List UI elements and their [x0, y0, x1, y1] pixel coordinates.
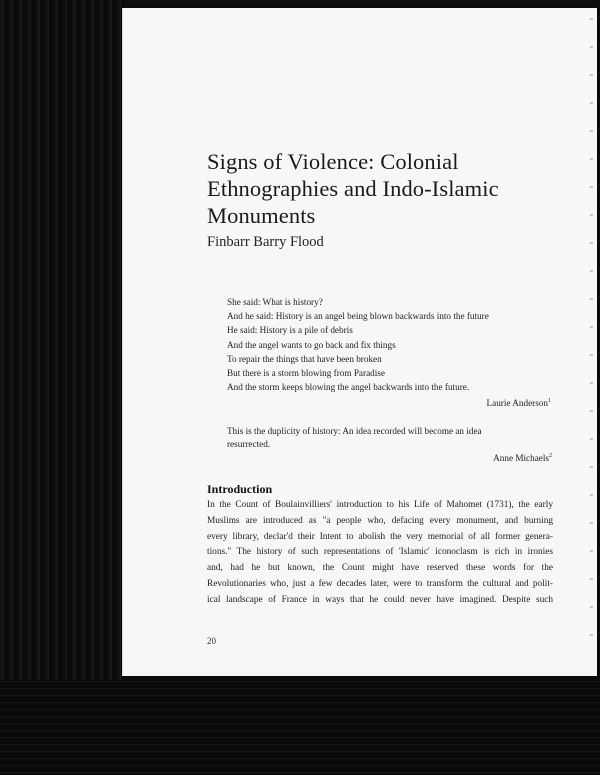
body-line: ical landscape of France in ways that he could never have imagined. Despite such [207, 594, 553, 605]
body-line: and, had he but known, the Count might have reserved these words for the [207, 563, 553, 574]
verse-line: To repair the things that have been broken [227, 353, 382, 364]
scan-border-bottom [0, 680, 600, 775]
verse-line: And he said: History is an angel being blown backwards into the future [227, 311, 489, 322]
body-paragraph [207, 498, 553, 609]
attribution-name: Anne Michaels [493, 453, 549, 464]
page-edge-artifact [590, 18, 593, 658]
verse-line: He said: History is a pile of debris [227, 325, 353, 336]
scan-border-left [0, 0, 125, 775]
body-line: Muslims are introduced as "a people who, defacing every monument, and burning [207, 515, 553, 526]
section-heading: Introduction [207, 482, 273, 496]
page-number: 20 [207, 636, 216, 646]
verse-line: But there is a storm blowing from Paradise [227, 368, 385, 379]
body-line: Revolutionaries who, just a few decades later, were to transform the cultural and polit- [207, 578, 553, 589]
attribution-name: Laurie Anderson [486, 398, 548, 409]
footnote-marker: 2 [549, 453, 552, 459]
prose-line: resurrected. [227, 439, 271, 449]
prose-attribution [227, 453, 552, 463]
title-line: Signs of Violence: Colonial [207, 149, 459, 174]
article-author: Finbarr Barry Flood [207, 234, 324, 250]
verse-line: She said: What is history? [227, 297, 323, 307]
epigraph-verse [227, 295, 567, 411]
body-line: tions." The history of such representations of 'Islamic' iconoclasm is rich in ironies [207, 547, 553, 558]
verse-line: And the angel wants to go back and fix things [227, 339, 396, 350]
body-line: In the Count of Boulainvilliers' introduction to his Life of Mahomet (1731), the early [207, 500, 553, 510]
epigraph-prose [227, 425, 549, 451]
document-page [122, 8, 597, 676]
article-title [207, 148, 587, 229]
verse-attribution [227, 394, 567, 410]
verse-line: And the storm keeps blowing the angel backwards into the future. [227, 382, 470, 393]
title-line: Ethnographies and Indo-Islamic [207, 176, 499, 201]
body-line: every library, declar'd their Intent to abolish the very memorial of all former genera- [207, 531, 553, 542]
footnote-marker: 1 [548, 398, 551, 405]
prose-line: This is the duplicity of history: An idea recorded will become an idea [227, 426, 482, 436]
title-line: Monuments [207, 203, 316, 228]
